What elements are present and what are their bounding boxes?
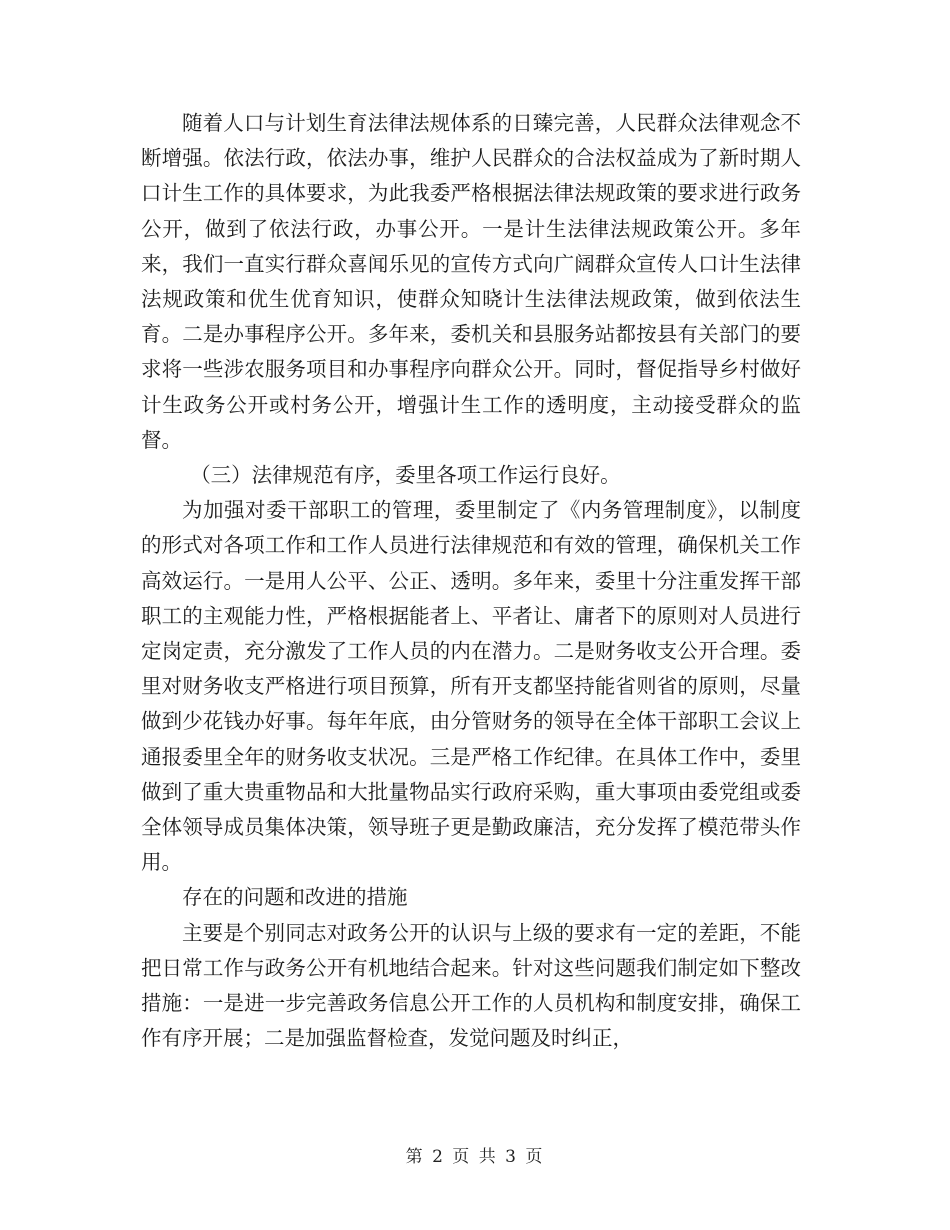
paragraph-legal-openness: 随着人口与计划生育法律法规体系的日臻完善，人民群众法律观念不断增强。依法行政，依法办事，维护人民群众的合法权益成为了新时期人口计生工作的具体要求，为此我委严格根据法律法规政策的要求进行政务公开，做到了依法行政，办事公开。一是计生法律法规政策公开。多年来，我们一直实行群众喜闻乐见的宣传方式向广阔群众宣传人口计生法律法规政策和优生优育知识，使群众知晓计生法律法规政策，做到依法生育。二是办事程序公开。多年来，委机关和县服务站都按县有关部门的要求将一些涉农服务项目和办事程序向群众公开。同时，督促指导乡村做好计生政务公开或村务公开，增强计生工作的透明度，主动接受群众的监督。 bbox=[141, 111, 801, 452]
paragraph-improvement-measures: 主要是个别同志对政务公开的认识与上级的要求有一定的差距，不能把日常工作与政务公开有机地结合起来。针对这些问题我们制定如下整改措施：一是进一步完善政务信息公开工作的人员机构和制度安排，确保工作有序开展；二是加强监督检查，发觉问题及时纠正， bbox=[141, 920, 801, 1051]
section-heading-three: （三）法律规范有序，委里各项工作运行良好。 bbox=[190, 463, 621, 488]
section-heading-problems: 存在的问题和改进的措施 bbox=[182, 885, 408, 910]
page-footer: 第 2 页 共 3 页 bbox=[405, 1147, 545, 1167]
paragraph-internal-management: 为加强对委干部职工的管理，委里制定了《内务管理制度》，以制度的形式对各项工作和工作人员进行法律规范和有效的管理，确保机关工作高效运行。一是用人公平、公正、透明。多年来，委里十分注重发挥干部职工的主观能力性，严格根据能者上、平者让、庸者下的原则对人员进行定岗定责，充分激发了工作人员的内在潜力。二是财务收支公开合理。委里对财务收支严格进行项目预算，所有开支都坚持能省则省的原则，尽量做到少花钱办好事。每年年底，由分管财务的领导在全体干部职工会议上通报委里全年的财务收支状况。三是严格工作纪律。在具体工作中，委里做到了重大贵重物品和大批量物品实行政府采购，重大事项由委党组或委全体领导成员集体决策，领导班子更是勤政廉洁，充分发挥了模范带头作用。 bbox=[141, 498, 801, 875]
document-body bbox=[141, 106, 801, 1056]
